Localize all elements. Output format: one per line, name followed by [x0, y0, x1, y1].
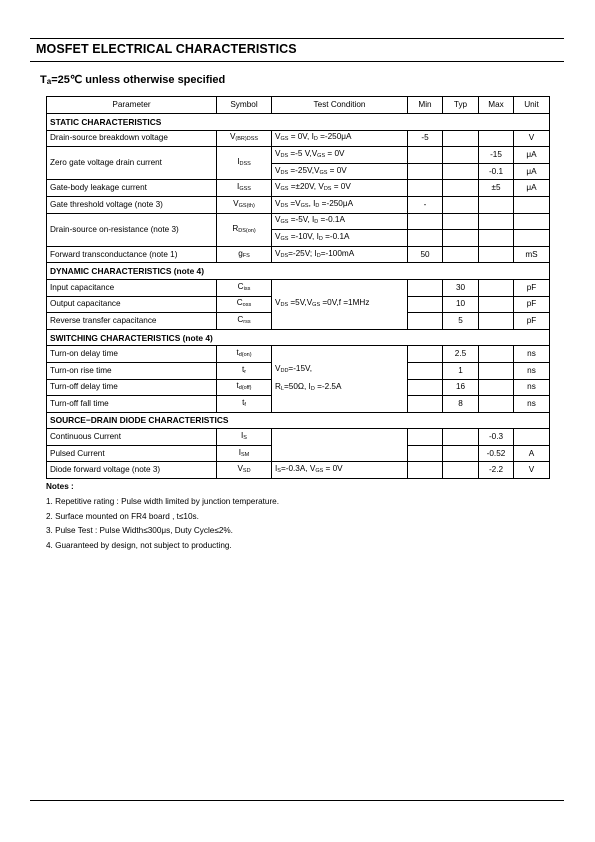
unit: pF — [514, 279, 550, 296]
condition: $I_S=-0.3A$, $V_{GS} = 0V$ — [272, 462, 408, 479]
typ: 1 — [443, 362, 479, 379]
header-typ: Typ — [443, 97, 479, 114]
min — [408, 462, 443, 479]
unit — [514, 196, 550, 213]
max — [479, 196, 514, 213]
table-row — [47, 130, 550, 147]
param: Reverse transfer capacitance — [47, 313, 217, 330]
min — [408, 279, 443, 296]
typ — [443, 213, 479, 230]
unit: mS — [514, 246, 550, 263]
min — [408, 296, 443, 313]
typ — [443, 230, 479, 247]
param: Diode forward voltage (note 3) — [47, 462, 217, 479]
section-dynamic: DYNAMIC CHARACTERISTICS (note 4) — [47, 263, 550, 280]
condition: $V_{DS} =V_{GS}$, $I_D =-250\mu A$ — [272, 196, 408, 213]
symbol: $R_{DS(on)}$ — [217, 213, 272, 246]
conditions-line — [40, 73, 225, 86]
typ: 2.5 — [443, 346, 479, 363]
notes — [46, 482, 279, 555]
param: Turn-on rise time — [47, 362, 217, 379]
top-rule — [30, 38, 564, 39]
symbol: $V_{SD}$ — [217, 462, 272, 479]
min — [408, 346, 443, 363]
symbol: $C_{iss}$ — [217, 279, 272, 296]
symbol: $I_{GSS}$ — [217, 180, 272, 197]
condition: $V_{GS} =-10V$, $I_D =-0.1A$ — [272, 230, 408, 247]
unit — [514, 230, 550, 247]
param: Turn-off fall time — [47, 396, 217, 413]
symbol: $V_{(BR)DSS}$ — [217, 130, 272, 147]
symbol: $I_S$ — [217, 429, 272, 446]
condition: $V_{DS} =-25V,V_{GS} = 0V$ — [272, 163, 408, 180]
max — [479, 296, 514, 313]
header-max: Max — [479, 97, 514, 114]
min — [408, 429, 443, 446]
symbol: $t_f$ — [217, 396, 272, 413]
min — [408, 396, 443, 413]
unit: μA — [514, 180, 550, 197]
min: -5 — [408, 130, 443, 147]
characteristics-table — [46, 96, 550, 479]
max — [479, 230, 514, 247]
section-static: STATIC CHARACTERISTICS — [47, 114, 550, 131]
max: -0.3 — [479, 429, 514, 446]
max — [479, 130, 514, 147]
condition: $V_{DS} =5V,V_{GS} =0V,f =1MHz$ — [272, 279, 408, 329]
section-switching: SWITCHING CHARACTERISTICS (note 4) — [47, 329, 550, 346]
param: Drain-source breakdown voltage — [47, 130, 217, 147]
min — [408, 180, 443, 197]
param: Gate-body leakage current — [47, 180, 217, 197]
typ — [443, 130, 479, 147]
typ — [443, 429, 479, 446]
header-test-condition: Test Condition — [272, 97, 408, 114]
table-row — [47, 147, 550, 164]
min — [408, 163, 443, 180]
max — [479, 379, 514, 396]
typ: 5 — [443, 313, 479, 330]
typ: 16 — [443, 379, 479, 396]
symbol: $t_{d(on)}$ — [217, 346, 272, 363]
page-title: MOSFET ELECTRICAL CHARACTERISTICS — [36, 42, 297, 56]
typ — [443, 163, 479, 180]
table-row — [47, 346, 550, 363]
unit: ns — [514, 379, 550, 396]
typ — [443, 246, 479, 263]
typ — [443, 445, 479, 462]
typ: 30 — [443, 279, 479, 296]
table-row — [47, 196, 550, 213]
max — [479, 313, 514, 330]
sw-cond-line1: $V_{DD}=-15V$, — [275, 364, 313, 374]
symbol: $I_{DSS}$ — [217, 147, 272, 180]
max: -15 — [479, 147, 514, 164]
typ — [443, 462, 479, 479]
typ — [443, 180, 479, 197]
max — [479, 279, 514, 296]
conditions-t-sub: a — [46, 77, 52, 86]
unit: μA — [514, 163, 550, 180]
typ: 8 — [443, 396, 479, 413]
condition: $V_{GS} =\pm 20V$, $V_{DS} = 0V$ — [272, 180, 408, 197]
max — [479, 213, 514, 230]
unit — [514, 213, 550, 230]
min: - — [408, 196, 443, 213]
symbol: $t_{d(off)}$ — [217, 379, 272, 396]
table-row — [47, 180, 550, 197]
typ — [443, 196, 479, 213]
title-underline — [30, 61, 564, 62]
note-item: 4. Guaranteed by design, not subject to producting. — [46, 540, 232, 550]
max — [479, 362, 514, 379]
max — [479, 396, 514, 413]
conditions-text: =25℃ unless otherwise specified — [51, 74, 226, 86]
min — [408, 362, 443, 379]
sw-cond-line2: $R_L=50\Omega$, $I_D =-2.5A$ — [275, 382, 342, 392]
max: -0.52 — [479, 445, 514, 462]
min — [408, 230, 443, 247]
unit: pF — [514, 296, 550, 313]
typ — [443, 147, 479, 164]
param: Continuous Current — [47, 429, 217, 446]
symbol: $I_{SM}$ — [217, 445, 272, 462]
max: -0.1 — [479, 163, 514, 180]
param: Drain-source on-resistance (note 3) — [47, 213, 217, 246]
max: ±5 — [479, 180, 514, 197]
unit: V — [514, 462, 550, 479]
symbol: $C_{oss}$ — [217, 296, 272, 313]
condition — [272, 346, 408, 412]
section-diode: SOURCE−DRAIN DIODE CHARACTERISTICS — [47, 412, 550, 429]
param: Zero gate voltage drain current — [47, 147, 217, 180]
note-item: 1. Repetitive rating : Pulse width limited by junction temperature. — [46, 497, 280, 506]
condition: $V_{DS}=-25V$; $I_D=-100mA$ — [272, 246, 408, 263]
min — [408, 379, 443, 396]
table-row — [47, 462, 550, 479]
bottom-rule — [30, 800, 564, 801]
table-row — [47, 246, 550, 263]
param: Output capacitance — [47, 296, 217, 313]
unit: ns — [514, 396, 550, 413]
header-unit: Unit — [514, 97, 550, 114]
symbol: $C_{rss}$ — [217, 313, 272, 330]
param: Pulsed Current — [47, 445, 217, 462]
header-parameter: Parameter — [47, 97, 217, 114]
param: Turn-off delay time — [47, 379, 217, 396]
note-item: 3. Pulse Test : Pulse Width≤300μs, Duty Cycle≤2%. — [46, 526, 233, 536]
table-row — [47, 213, 550, 230]
max — [479, 246, 514, 263]
max: -2.2 — [479, 462, 514, 479]
unit: V — [514, 130, 550, 147]
min: 50 — [408, 246, 443, 263]
min — [408, 147, 443, 164]
param: Gate threshold voltage (note 3) — [47, 196, 217, 213]
symbol: $V_{GS(th)}$ — [217, 196, 272, 213]
unit: ns — [514, 362, 550, 379]
table-row — [47, 429, 550, 446]
symbol: $t_r$ — [217, 362, 272, 379]
min — [408, 213, 443, 230]
unit — [514, 429, 550, 446]
condition: $V_{DS} =-5$ $V,V_{GS} = 0V$ — [272, 147, 408, 164]
min — [408, 313, 443, 330]
unit: pF — [514, 313, 550, 330]
param: Forward transconductance (note 1) — [47, 246, 217, 263]
header-symbol: Symbol — [217, 97, 272, 114]
table-row — [47, 279, 550, 296]
header-row — [47, 97, 550, 114]
max — [479, 346, 514, 363]
param: Input capacitance — [47, 279, 217, 296]
min — [408, 445, 443, 462]
unit: μA — [514, 147, 550, 164]
conditions-t: T — [40, 74, 47, 86]
condition: $V_{GS} = 0V$, $I_D =-250\mu A$ — [272, 130, 408, 147]
notes-heading: Notes : — [46, 482, 74, 491]
condition — [272, 429, 408, 462]
param: Turn-on delay time — [47, 346, 217, 363]
symbol: $g_{FS}$ — [217, 246, 272, 263]
condition: $V_{GS} =-5V$, $I_D =-0.1A$ — [272, 213, 408, 230]
typ: 10 — [443, 296, 479, 313]
note-item: 2. Surface mounted on FR4 board , t≤10s. — [46, 511, 199, 521]
unit: A — [514, 445, 550, 462]
header-min: Min — [408, 97, 443, 114]
unit: ns — [514, 346, 550, 363]
